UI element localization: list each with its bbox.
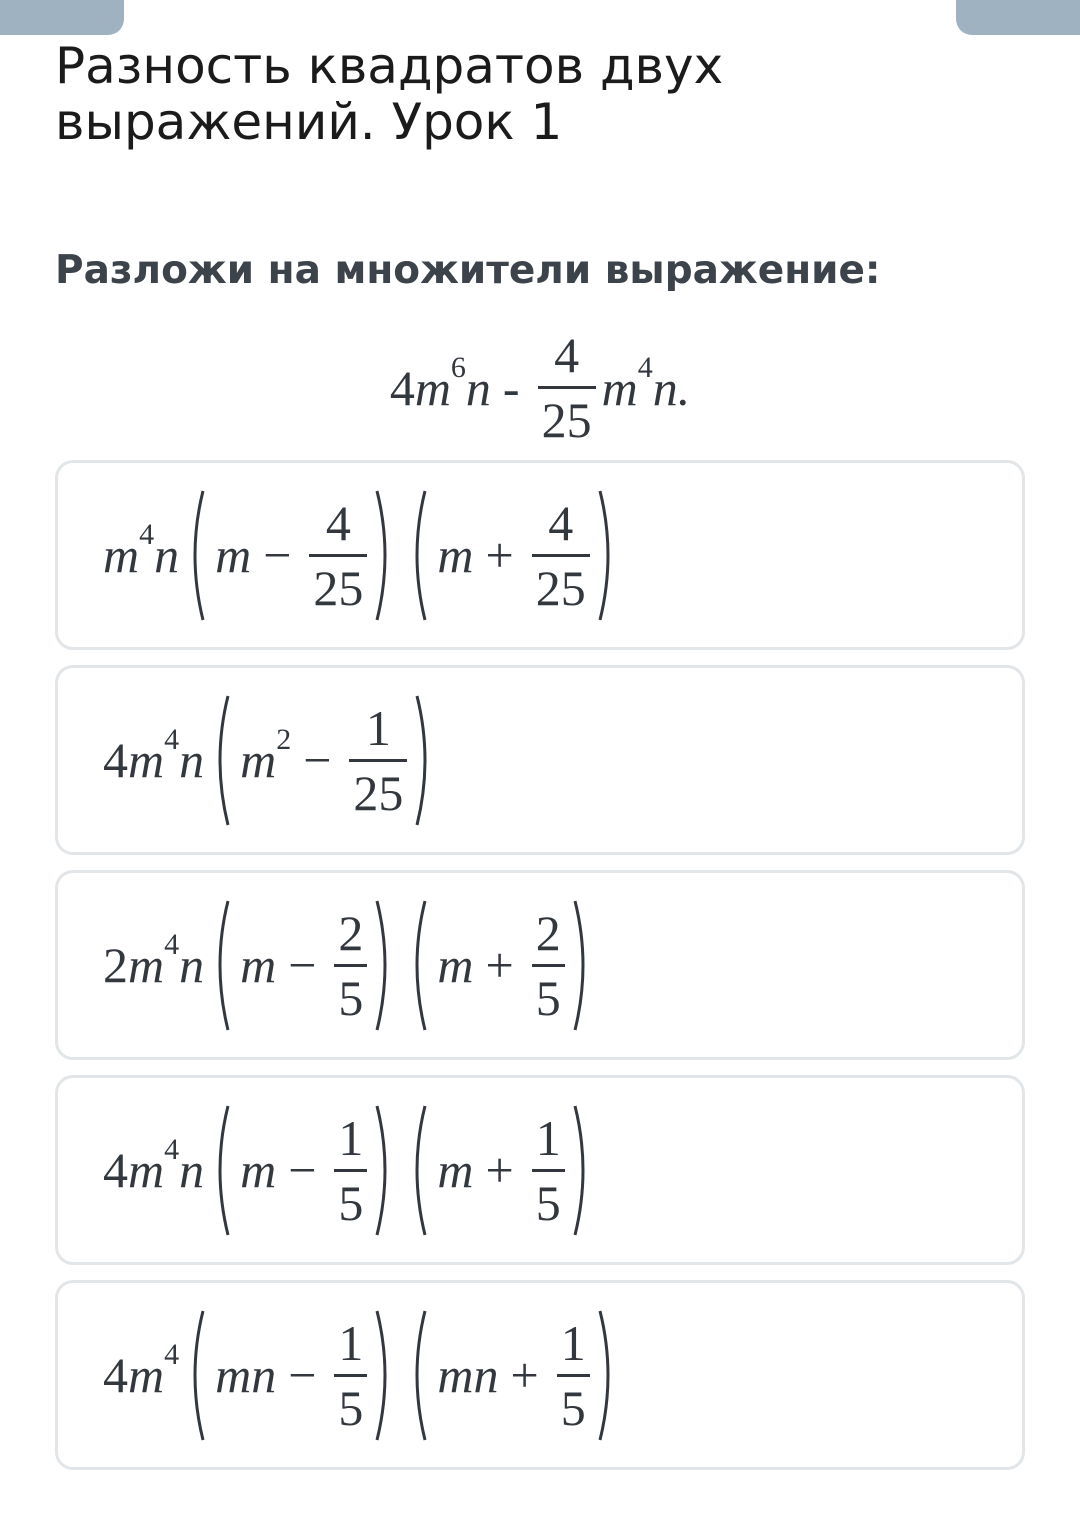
exponent: 4	[164, 1338, 180, 1371]
variable: m	[128, 1347, 165, 1403]
denominator: 25	[349, 759, 407, 818]
right-paren-icon	[373, 488, 395, 623]
variable: m	[128, 1142, 165, 1198]
denominator: 25	[532, 554, 590, 613]
fraction	[334, 1314, 367, 1436]
numerator: 4	[548, 494, 574, 551]
denominator: 5	[557, 1374, 590, 1433]
variable: m	[215, 527, 252, 583]
denominator: 5	[532, 964, 565, 1023]
fraction	[557, 1314, 590, 1436]
variable: m	[240, 732, 277, 788]
left-paren-icon	[185, 1308, 207, 1443]
left-paren-icon	[407, 1103, 429, 1238]
coef: 4	[103, 1142, 128, 1198]
coef: 4	[103, 1347, 128, 1403]
factor	[407, 898, 592, 1033]
variable: m	[128, 937, 165, 993]
left-paren-icon	[210, 1103, 232, 1238]
factor	[210, 693, 435, 828]
variable: m	[437, 937, 474, 993]
variable: n	[179, 937, 205, 993]
answer-option[interactable]	[55, 1280, 1025, 1470]
factor	[185, 1308, 395, 1443]
operator: −	[288, 1347, 317, 1403]
variable: mn	[215, 1347, 277, 1403]
denominator: 25	[309, 554, 367, 613]
operator: +	[485, 527, 514, 583]
lesson-title: Разность квадратов двух выражений. Урок 1	[55, 37, 724, 151]
coef: 4	[103, 732, 128, 788]
numerator: 4	[554, 327, 580, 383]
variable: mn	[437, 1347, 499, 1403]
right-paren-icon	[571, 1103, 593, 1238]
fraction	[538, 327, 596, 448]
numerator: 2	[535, 904, 561, 961]
left-paren-icon	[407, 488, 429, 623]
factor	[210, 898, 395, 1033]
operator: -	[502, 359, 520, 416]
option-expression	[103, 898, 599, 1033]
variable: m	[128, 732, 165, 788]
left-paren-icon	[210, 693, 232, 828]
fraction	[349, 699, 407, 821]
option-expression	[103, 1308, 624, 1443]
operator: −	[288, 937, 317, 993]
answer-option[interactable]	[55, 460, 1025, 650]
right-paren-icon	[596, 1308, 618, 1443]
fraction	[532, 1109, 565, 1231]
left-paren-icon	[185, 488, 207, 623]
variable: n	[154, 527, 180, 583]
fraction	[532, 494, 590, 616]
question-prompt: Разложи на множители выражение:	[55, 248, 881, 293]
exponent: 4	[164, 723, 180, 756]
coef: 4	[389, 359, 415, 416]
operator: −	[303, 732, 332, 788]
fraction	[334, 1109, 367, 1231]
variable: m	[437, 1142, 474, 1198]
right-paren-icon	[373, 1308, 395, 1443]
factor	[210, 1103, 395, 1238]
exponent: 4	[164, 1133, 180, 1166]
exponent: 6	[450, 350, 466, 384]
exponent: 2	[276, 723, 292, 756]
variable: n	[179, 732, 205, 788]
left-paren-icon	[407, 1308, 429, 1443]
denominator: 5	[334, 1169, 367, 1228]
right-paren-icon	[571, 898, 593, 1033]
numerator: 2	[338, 904, 364, 961]
operator: +	[485, 1142, 514, 1198]
operator: +	[510, 1347, 539, 1403]
numerator: 1	[560, 1314, 586, 1371]
variable: n.	[652, 359, 691, 416]
left-paren-icon	[210, 898, 232, 1033]
right-paren-icon	[596, 488, 618, 623]
top-left-tab[interactable]	[0, 0, 124, 35]
denominator: 5	[334, 964, 367, 1023]
factor	[407, 1308, 617, 1443]
variable: m	[601, 359, 638, 416]
variable: m	[103, 527, 140, 583]
left-paren-icon	[407, 898, 429, 1033]
variable: m	[240, 1142, 277, 1198]
answer-option[interactable]	[55, 1075, 1025, 1265]
coef: 2	[103, 937, 128, 993]
operator: +	[485, 937, 514, 993]
answer-option[interactable]	[55, 665, 1025, 855]
exponent: 4	[164, 928, 180, 961]
exponent: 4	[637, 350, 653, 384]
operator: −	[263, 527, 292, 583]
numerator: 1	[338, 1314, 364, 1371]
factor	[407, 1103, 592, 1238]
fraction	[334, 904, 367, 1026]
variable: m	[437, 527, 474, 583]
numerator: 1	[535, 1109, 561, 1166]
numerator: 1	[338, 1109, 364, 1166]
numerator: 4	[325, 494, 351, 551]
denominator: 25	[538, 386, 596, 445]
numerator: 1	[365, 699, 391, 756]
right-paren-icon	[373, 898, 395, 1033]
answer-option[interactable]	[55, 870, 1025, 1060]
variable: n	[179, 1142, 205, 1198]
variable: m	[414, 359, 451, 416]
fraction	[309, 494, 367, 616]
variable: n	[465, 359, 491, 416]
option-expression	[103, 1103, 599, 1238]
exponent: 4	[139, 518, 155, 551]
variable: m	[240, 937, 277, 993]
option-expression	[103, 693, 441, 828]
fraction	[532, 904, 565, 1026]
operator: −	[288, 1142, 317, 1198]
top-right-tab[interactable]	[956, 0, 1080, 35]
option-expression	[103, 488, 624, 623]
right-paren-icon	[373, 1103, 395, 1238]
denominator: 5	[334, 1374, 367, 1433]
factor	[407, 488, 617, 623]
denominator: 5	[532, 1169, 565, 1228]
factor	[185, 488, 395, 623]
right-paren-icon	[413, 693, 435, 828]
task-expression	[0, 327, 1080, 448]
